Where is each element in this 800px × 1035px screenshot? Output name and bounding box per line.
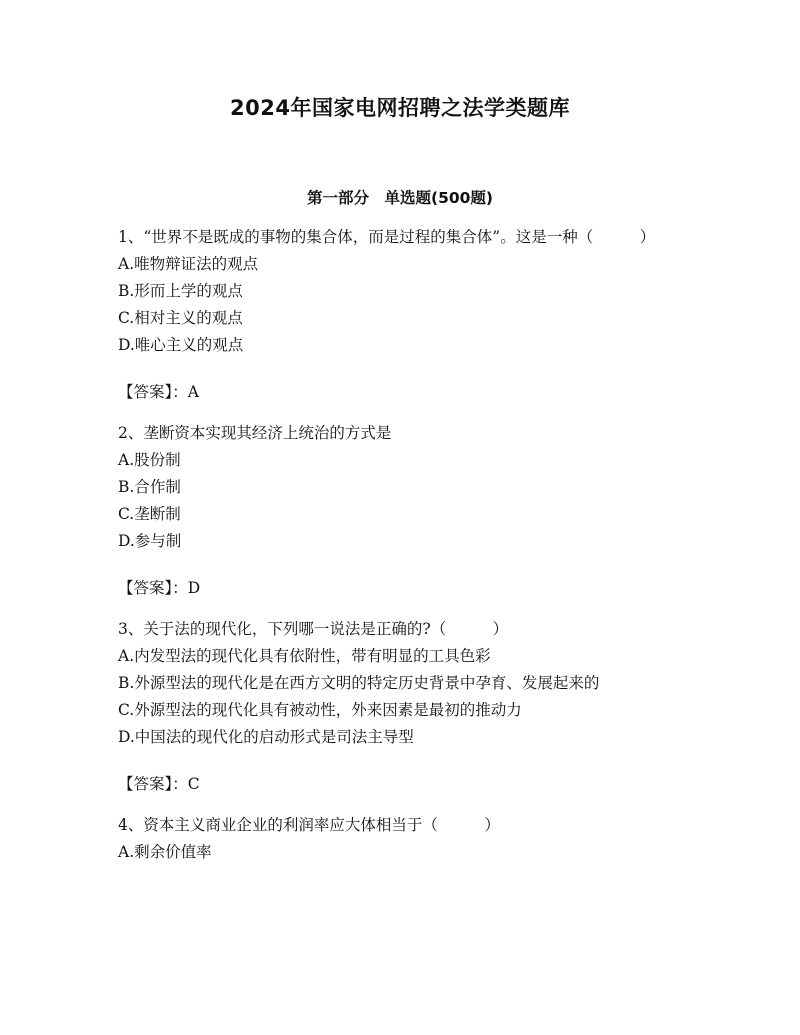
document-title: 2024年国家电网招聘之法学类题库: [230, 96, 570, 120]
answer-label: 【答案】：: [118, 775, 188, 793]
question-stem: 2、垄断资本实现其经济上统治的方式是: [118, 424, 392, 442]
answer-value: A: [187, 383, 199, 401]
answer-option: D.唯心主义的观点: [118, 336, 244, 354]
question-stem: 3、关于法的现代化，下列哪一说法是正确的?（ ）: [118, 620, 509, 638]
section-title: 第一部分 单选题(500题): [306, 189, 494, 207]
question-stem: 4、资本主义商业企业的利润率应大体相当于（ ）: [118, 816, 500, 834]
answer-line: [118, 771, 678, 798]
answer-line: [118, 575, 678, 602]
answer-option: C.外源型法的现代化具有被动性，外来因素是最初的推动力: [118, 701, 522, 719]
answer-option: B.形而上学的观点: [118, 282, 243, 300]
question-item: [118, 224, 678, 406]
question-item: [118, 420, 678, 602]
answer-value: C: [187, 775, 200, 793]
answer-option: A.内发型法的现代化具有依附性，带有明显的工具色彩: [118, 647, 491, 665]
answer-option: A.股份制: [118, 451, 181, 469]
answer-option: C.相对主义的观点: [118, 309, 243, 327]
answer-option: B.合作制: [118, 478, 181, 496]
question-item: [118, 616, 678, 798]
answer-option: C.垄断制: [118, 505, 181, 523]
answer-value: D: [187, 579, 201, 597]
answer-line: [118, 379, 678, 406]
answer-label: 【答案】：: [118, 579, 188, 597]
answer-label: 【答案】：: [118, 383, 188, 401]
answer-option: A.剩余价值率: [118, 843, 212, 861]
question-item: [118, 812, 678, 866]
question-stem: 1、“世界不是既成的事物的集合体，而是过程的集合体”。这是一种（ ）: [118, 228, 656, 246]
question-list: [118, 224, 678, 866]
answer-option: B.外源型法的现代化是在西方文明的特定历史背景中孕育、发展起来的: [118, 674, 600, 692]
answer-option: A.唯物辩证法的观点: [118, 255, 259, 273]
answer-option: D.中国法的现代化的启动形式是司法主导型: [118, 728, 414, 746]
answer-option: D.参与制: [118, 532, 182, 550]
